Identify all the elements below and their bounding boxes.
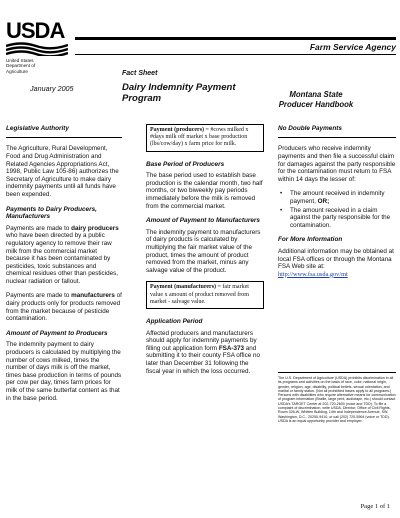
bold-span: manufacturers [71,292,115,300]
base-period-heading: Base Period of Producers [146,160,225,168]
formula-label: Payment (manufacturers) [150,284,217,291]
payments-manufacturers-text [6,292,122,322]
legislative-heading: Legislative Authority [6,125,69,132]
dept-line: Agriculture [6,68,28,74]
formula-label: Payment (producers) [150,127,205,133]
amount-producers-heading: Amount of Payment to Producers [6,329,108,337]
formula-producers-box [146,124,264,152]
publication-date: January 2005 [30,84,74,93]
page-number: Page 1 of 1 [360,503,390,510]
header-rule-thick [75,37,396,40]
column-right [278,125,396,285]
more-info-text [278,248,396,278]
list-item [278,190,396,205]
formula-text: = fair market value x amount of product removed from market - salvage value. [150,284,249,305]
bold-span: OR; [317,197,330,205]
column-left [6,125,122,409]
column-middle [146,124,264,382]
more-info-heading: For More Information [278,236,343,244]
amount-manufacturers-heading: Amount of Payment to Manufacturers [146,217,260,225]
department-name [6,58,76,74]
header-rule-thin [75,54,396,55]
double-payments-heading: No Double Payments [278,125,342,132]
double-payments-text: Producers who receive indemnity payments and then file a successful claim for damages against the party responsible for the contamination must return to FSA within 14 days the lesser of: [278,145,396,183]
text-span: Payments are made to [6,224,72,232]
amount-manufacturers-text: The indemnity payment to manufacturers of dairy products is calculated by multiplying the fair market value of the product, times the amount of product removed from the market, minus any salvage value of the product. [146,228,261,274]
state-handbook [260,90,372,109]
text-span: Affected producers and manufacturers should apply for indemnity payments by filling out application form [146,329,257,352]
state-line: Montana State [289,90,343,99]
double-payments-list [278,190,396,229]
fact-sheet-label: Fact Sheet [122,70,158,77]
dept-line: United States [6,58,34,63]
usda-waves-icon [6,42,68,56]
payments-producers-text [6,225,122,286]
base-period-text: The base period used to establish base production is the calendar month, two half months, or two biweekly pay periods immediately before the milk is removed from the commercial market. [146,172,263,210]
dept-line: Department of [6,63,36,69]
text-span: of dairy products only for products removed from the market because of pesticide contamination. [6,292,122,323]
title-line: Program [122,93,162,104]
page-title [122,82,262,104]
handbook-line: Producer Handbook [278,99,354,109]
bold-span: dairy producers [71,224,119,232]
application-text [146,330,264,376]
text-span: Additional information may be obtained at local FSA offices or through the Montana FSA Web site at: [278,247,394,271]
amount-producers-text: The indemnity payment to dairy producers is calculated by multiplying the number of cows milked, times the number of days milk is off the market, times base production in terms of pounds per cow per day, times farm prices for milk of the same butterfat content as that in the base period. [6,341,122,402]
heading-rule [6,137,122,138]
text-span: who have been directed by a public regulatory agency to remove their raw milk from the commercial market because it has been contaminated by pesticides, toxic substances and chemical residues other than pesticides, nuclear radiation or fallout. [6,232,119,285]
application-heading: Application Period [146,317,203,325]
text-span: Payments are made to [6,292,72,300]
bold-span: FSA-373 [218,344,245,352]
nondiscrimination-notice: The U.S. Department of Agriculture (USDA) prohibits discrimination in all its programs and activities on the basis of race, color, national origin, gender, religion, age, disability, political beliefs, sexual orientation, and marital or family status. (Not all prohibited bases apply to all programs.) Persons with disabilities who require alternative means for communication of program information (Braille, large print, audiotape, etc.) should contact USDA's TARGET Center at 202-720-2600 (voice and TDD). To file a complaint of discrimination, write USDA, Director, Office of Civil Rights, Room 326-W, Whitten Building, 14th and Independence Avenue, SW, Washington, D.C., 20250-9410, or call (202) 720-5964 (voice or TDD). USDA is an equal opportunity provider and employer. [278,372,396,423]
text-span: and submitting it to their county FSA office no later than December 31 following the fiscal year in which the loss occurred. [146,344,260,375]
legislative-text: The Agriculture, Rural Development, Food and Drug Administration and Related Agencies Appropriations Act, 1998, Public Law 105-86) authorizes the Secretary of Agriculture to make dairy indemnity payments until all funds have been expended. [6,145,119,198]
title-line: Dairy Indemnity Payment [122,82,236,93]
formula-text: = #cows milked x #days milk off market x base production (lbs/cow/day) x farm price for milk. [150,127,249,148]
usda-logo [6,18,68,58]
fsa-website-link[interactable]: http://www.fsa.usda.gov/mt [278,270,348,278]
list-item: • The amount received in a claim against the party responsible for the contamination. [278,207,396,230]
usda-logo-text: USDA [6,18,65,43]
text-span: The amount received in indemnity payment, [290,190,385,205]
payments-heading: Payments to Dairy Producers, Manufacturers [6,205,97,221]
agency-name: Farm Service Agency [309,42,396,52]
formula-manufacturers-box [146,281,264,309]
heading-rule [278,137,396,138]
